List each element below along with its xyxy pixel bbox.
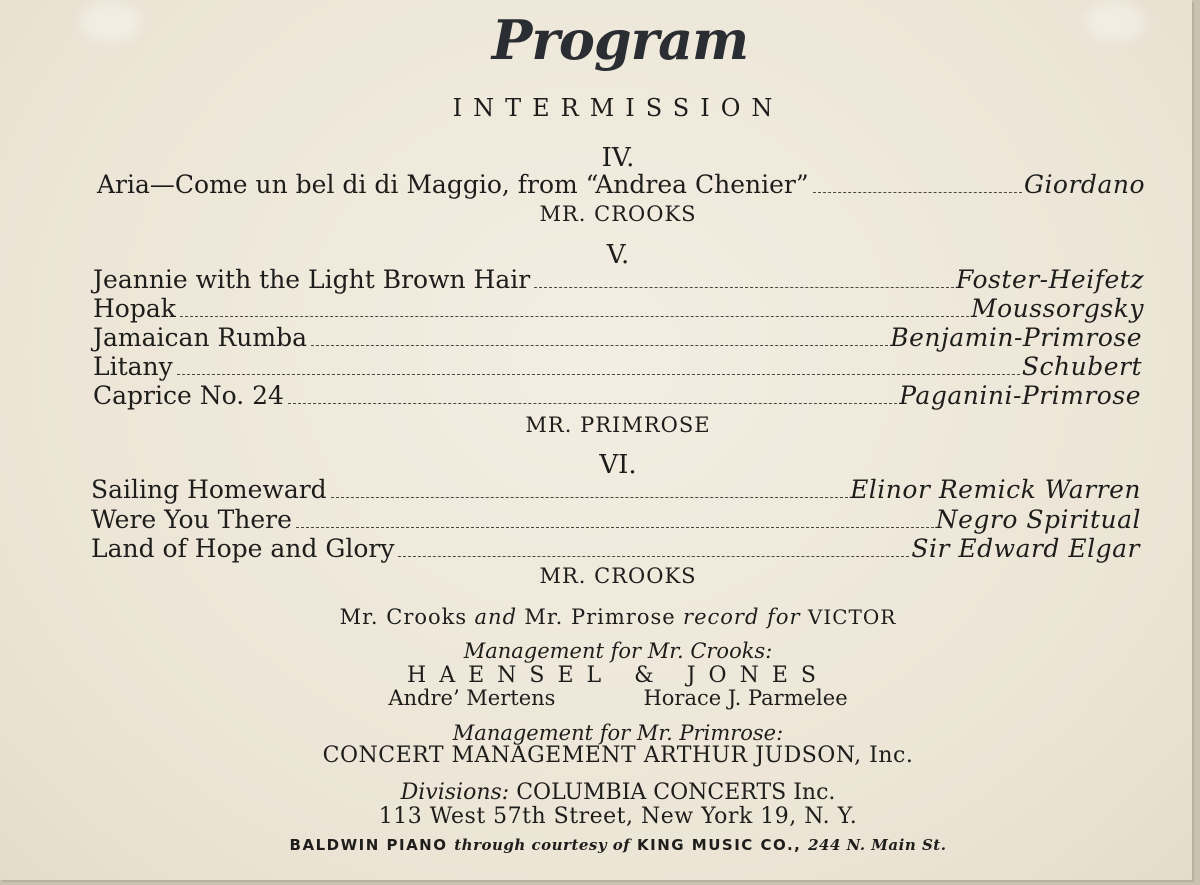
piece-title: Sailing Homeward (91, 475, 327, 504)
composer-name: Elinor Remick Warren (850, 475, 1141, 504)
composer-name: Benjamin-Primrose (890, 323, 1142, 352)
recording-label: VICTOR (807, 605, 897, 629)
piece-title: Jamaican Rumba (93, 323, 308, 352)
composer-name: Negro Spiritual (935, 505, 1141, 534)
piece-title: Aria—Come un bel di di Maggio, from “Andrea Chenier” (97, 170, 809, 199)
composer-name: Giordano (1023, 170, 1145, 199)
composer-name: Moussorgsky (970, 294, 1144, 323)
composer-name: Foster-Heifetz (956, 265, 1144, 294)
leader-dots (296, 526, 934, 528)
recording-primrose: Mr. Primrose (524, 605, 676, 629)
piece-title: Jeannie with the Light Brown Hair (93, 265, 531, 294)
program-item (93, 266, 1144, 294)
agent-mertens: Andre’ Mertens (388, 686, 556, 710)
divisions-name: COLUMBIA CONCERTS Inc. (516, 780, 836, 805)
composer-name: Schubert (1021, 352, 1142, 381)
composer-name: Paganini-Primrose (899, 381, 1141, 410)
divisions-line (0, 780, 1200, 805)
program-item (93, 382, 1141, 410)
piece-title: Caprice No. 24 (93, 381, 284, 410)
piece-title: Hopak (93, 294, 176, 323)
leader-dots (311, 344, 888, 346)
leader-dots (288, 402, 897, 404)
recording-crooks: Mr. Crooks (339, 605, 468, 629)
program-title: Program (491, 8, 749, 72)
management-primrose-heading: Management for Mr. Primrose: (452, 721, 784, 745)
section-numeral-v: V. (606, 240, 630, 270)
leader-dots (534, 286, 954, 288)
management-crooks-agency: HAENSEL & JONES (407, 663, 829, 688)
leader-dots (398, 555, 909, 557)
agent-parmelee: Horace J. Parmelee (643, 686, 848, 710)
section-numeral-iv: IV. (601, 143, 635, 173)
piano-brand: BALDWIN PIANO (289, 836, 448, 854)
recording-note: Mr. Crooks and Mr. Primrose record for VICTOR (339, 605, 897, 629)
management-crooks-agents (0, 686, 1200, 710)
program-item (91, 535, 1140, 563)
program-item (97, 171, 1145, 199)
leader-dots (331, 496, 848, 498)
program-item (93, 353, 1142, 381)
performer-crooks-2: MR. CROOKS (539, 564, 697, 588)
management-primrose-agency: CONCERT MANAGEMENT ARTHUR JUDSON, Inc. (322, 743, 914, 768)
performer-primrose: MR. PRIMROSE (525, 413, 711, 437)
piece-title: Were You There (91, 505, 292, 534)
composer-name: Sir Edward Elgar (911, 534, 1140, 563)
leader-dots (813, 191, 1022, 193)
program-item (91, 506, 1141, 534)
intermission-heading: INTERMISSION (452, 94, 784, 122)
performer-crooks: MR. CROOKS (539, 202, 697, 226)
divisions-address: 113 West 57th Street, New York 19, N. Y. (378, 804, 858, 829)
leader-dots (177, 373, 1020, 375)
program-item (91, 476, 1141, 504)
piano-credit: BALDWIN PIANO through courtesy of KING MUSIC CO., 244 N. Main St. (289, 836, 947, 854)
piano-address: 244 N. Main St. (808, 836, 947, 854)
divisions-label: Divisions: (400, 780, 510, 805)
leader-dots (180, 315, 969, 317)
section-numeral-vi: VI. (599, 450, 637, 480)
management-crooks-heading: Management for Mr. Crooks: (463, 639, 773, 663)
piece-title: Land of Hope and Glory (91, 534, 395, 563)
piece-title: Litany (93, 352, 173, 381)
program-item (93, 324, 1142, 352)
piano-store: KING MUSIC CO., (637, 836, 802, 854)
program-item (93, 295, 1144, 323)
